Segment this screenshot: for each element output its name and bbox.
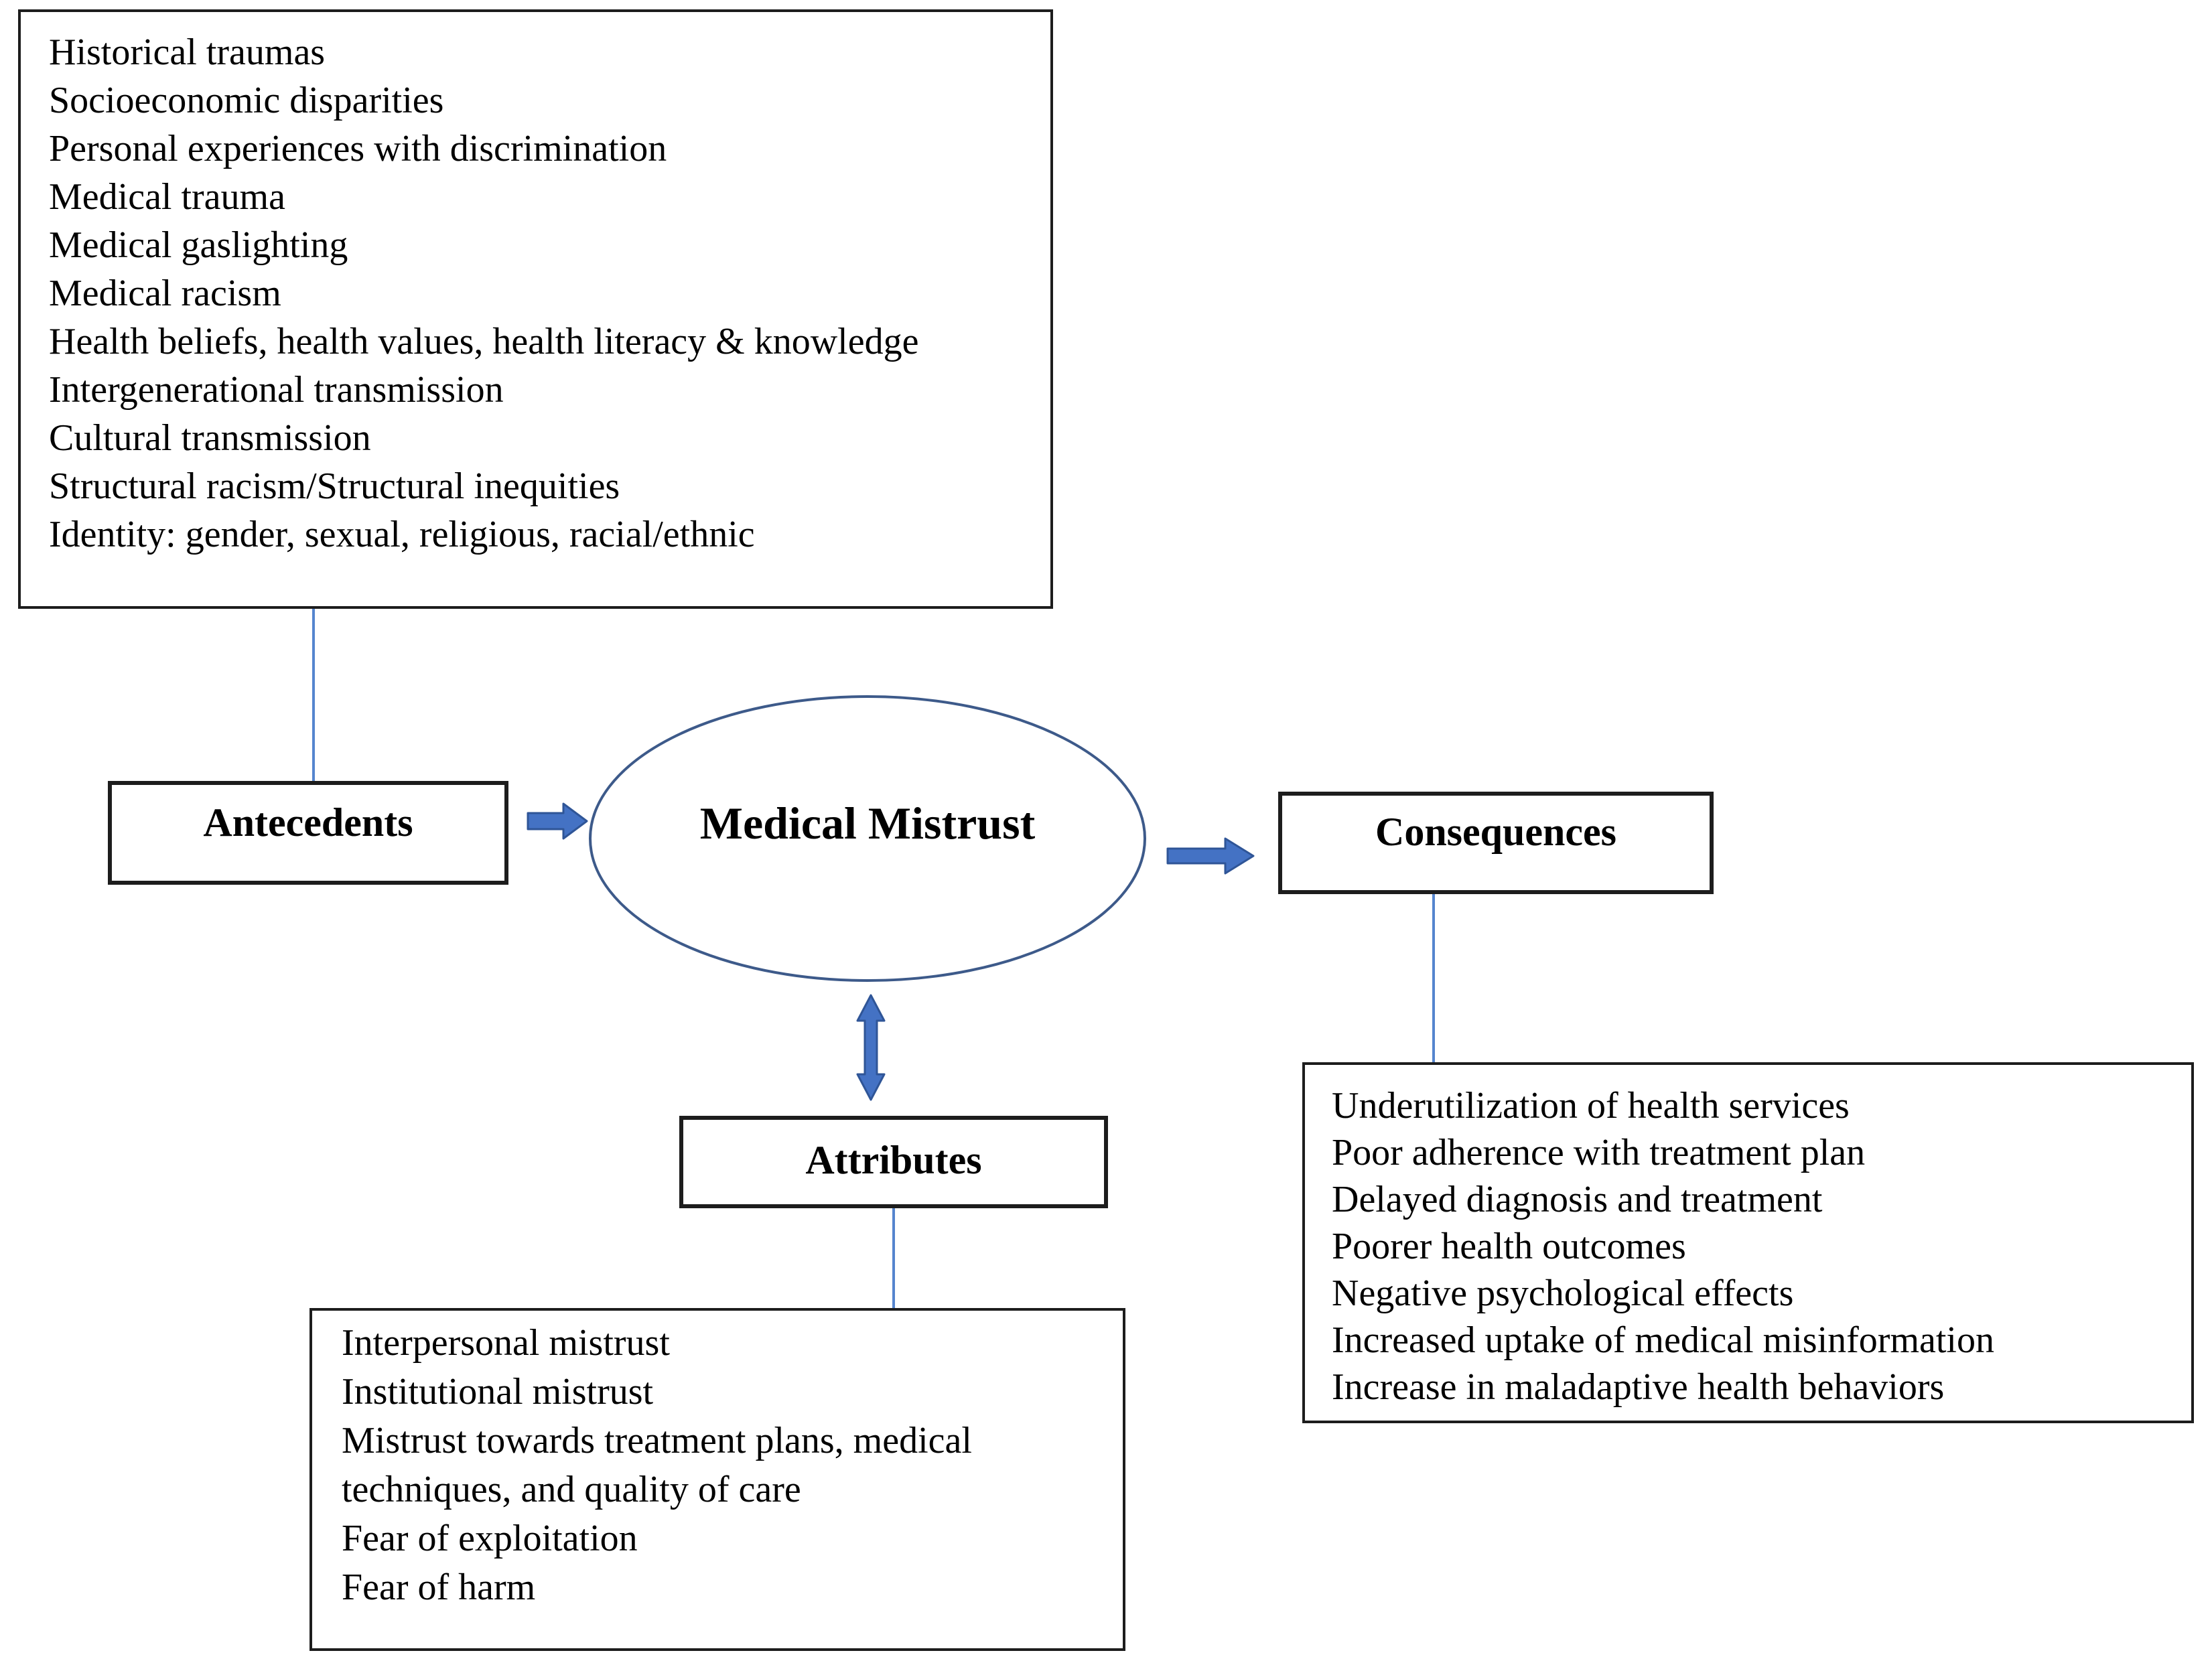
antecedents-list-item: Medical gaslighting (49, 224, 348, 266)
right-arrow-icon (1166, 836, 1256, 876)
double-arrow-icon (852, 993, 890, 1102)
antecedents-list-item: Identity: gender, sexual, religious, racial/ethnic (49, 514, 755, 555)
attributes-list-box (309, 1308, 1125, 1651)
consequences-list-item: Poorer health outcomes (1332, 1226, 1686, 1267)
antecedents-list (49, 28, 1038, 559)
consequences-list-item: Increased uptake of medical misinformation (1332, 1319, 1994, 1361)
right-arrow-icon (526, 801, 590, 841)
antecedents-list-item: Medical trauma (49, 176, 285, 218)
double-arrow-shape (857, 995, 884, 1100)
medical-mistrust-node (587, 693, 1148, 984)
antecedents-node-box (108, 781, 508, 885)
connector-attributes-line (892, 1208, 895, 1308)
consequences-node-box (1278, 792, 1714, 894)
consequences-label: Consequences (1375, 810, 1617, 854)
antecedents-list-box (18, 9, 1053, 609)
consequences-list (1332, 1082, 2181, 1411)
attributes-label: Attributes (805, 1138, 982, 1182)
antecedents-list-item: Structural racism/Structural inequities (49, 465, 620, 507)
antecedents-list-item: Cultural transmission (49, 417, 371, 459)
antecedents-label: Antecedents (203, 800, 413, 845)
consequences-list-item: Delayed diagnosis and treatment (1332, 1179, 1823, 1220)
attributes-list-item: Institutional mistrust (342, 1371, 654, 1413)
attributes-node-box (679, 1116, 1108, 1208)
consequences-list-item: Negative psychological effects (1332, 1273, 1794, 1314)
right-arrow-shape (528, 804, 587, 839)
consequences-list-item: Increase in maladaptive health behaviors (1332, 1366, 1945, 1408)
antecedents-list-item: Health beliefs, health values, health literacy & knowledge (49, 321, 919, 362)
consequences-list-box (1302, 1062, 2194, 1423)
connector-consequences-line (1432, 894, 1435, 1062)
medical-mistrust-label: Medical Mistrust (699, 798, 1036, 849)
antecedents-list-item: Intergenerational transmission (49, 369, 504, 411)
attributes-list-item: Mistrust towards treatment plans, medical techniques, and quality of care (342, 1420, 972, 1510)
right-arrow-shape (1168, 839, 1253, 873)
consequences-list-item: Poor adherence with treatment plan (1332, 1132, 1866, 1173)
antecedents-list-item: Socioeconomic disparities (49, 80, 444, 121)
antecedents-list-item: Medical racism (49, 273, 281, 314)
consequences-list-item: Underutilization of health services (1332, 1085, 1850, 1127)
antecedents-list-item: Historical traumas (49, 31, 326, 73)
attributes-list-item: Fear of exploitation (342, 1518, 638, 1559)
attributes-list (342, 1319, 1107, 1612)
connector-antecedents-line (312, 609, 315, 782)
attributes-list-item: Fear of harm (342, 1567, 536, 1608)
antecedents-list-item: Personal experiences with discrimination (49, 128, 667, 169)
attributes-list-item: Interpersonal mistrust (342, 1322, 670, 1364)
